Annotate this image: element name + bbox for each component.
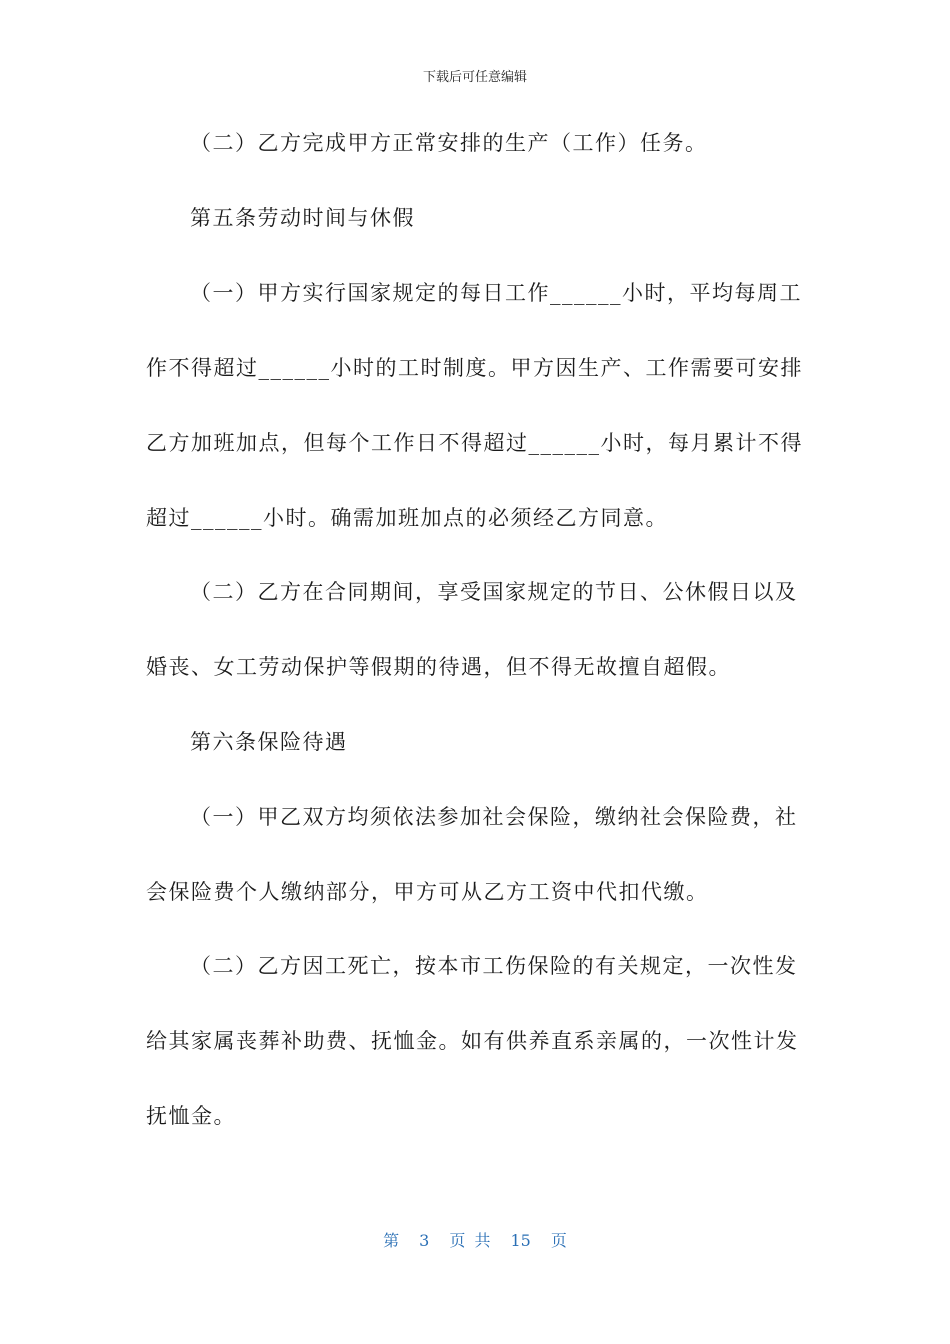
page-total: 15: [510, 1231, 531, 1250]
section-heading: 第六条保险待遇: [190, 730, 348, 754]
paragraph-line: （二）乙方因工死亡，按本市工伤保险的有关规定，一次性发: [190, 954, 798, 978]
paragraph-line: （二）乙方完成甲方正常安排的生产（工作）任务。: [190, 131, 708, 155]
header-note: 下载后可任意编辑: [422, 70, 527, 85]
page-suffix: 页: [550, 1231, 567, 1250]
paragraph-line: 抚恤金。: [146, 1104, 236, 1128]
page-label: 第: [383, 1231, 400, 1250]
page-footer: [0, 1228, 950, 1251]
paragraph-line: 超过______小时。确需加班加点的必须经乙方同意。: [146, 506, 668, 530]
paragraph-line: 作不得超过______小时的工时制度。甲方因生产、工作需要可安排: [146, 356, 803, 380]
paragraph-line: 给其家属丧葬补助费、抚恤金。如有供养直系亲属的，一次性计发: [146, 1029, 799, 1053]
paragraph-line: 婚丧、女工劳动保护等假期的待遇，但不得无故擅自超假。: [146, 655, 731, 679]
paragraph-line: 乙方加班加点，但每个工作日不得超过______小时，每月累计不得: [146, 431, 803, 455]
page-total-label: 页 共: [449, 1231, 491, 1250]
page-number: 3: [419, 1231, 430, 1250]
section-heading: 第五条劳动时间与休假: [190, 206, 415, 230]
paragraph-line: （二）乙方在合同期间，享受国家规定的节日、公休假日以及: [190, 580, 798, 604]
paragraph-line: 会保险费个人缴纳部分，甲方可从乙方工资中代扣代缴。: [146, 880, 709, 904]
paragraph-line: （一）甲乙双方均须依法参加社会保险，缴纳社会保险费，社: [190, 805, 798, 829]
paragraph-line: （一）甲方实行国家规定的每日工作______小时，平均每周工: [190, 281, 802, 305]
